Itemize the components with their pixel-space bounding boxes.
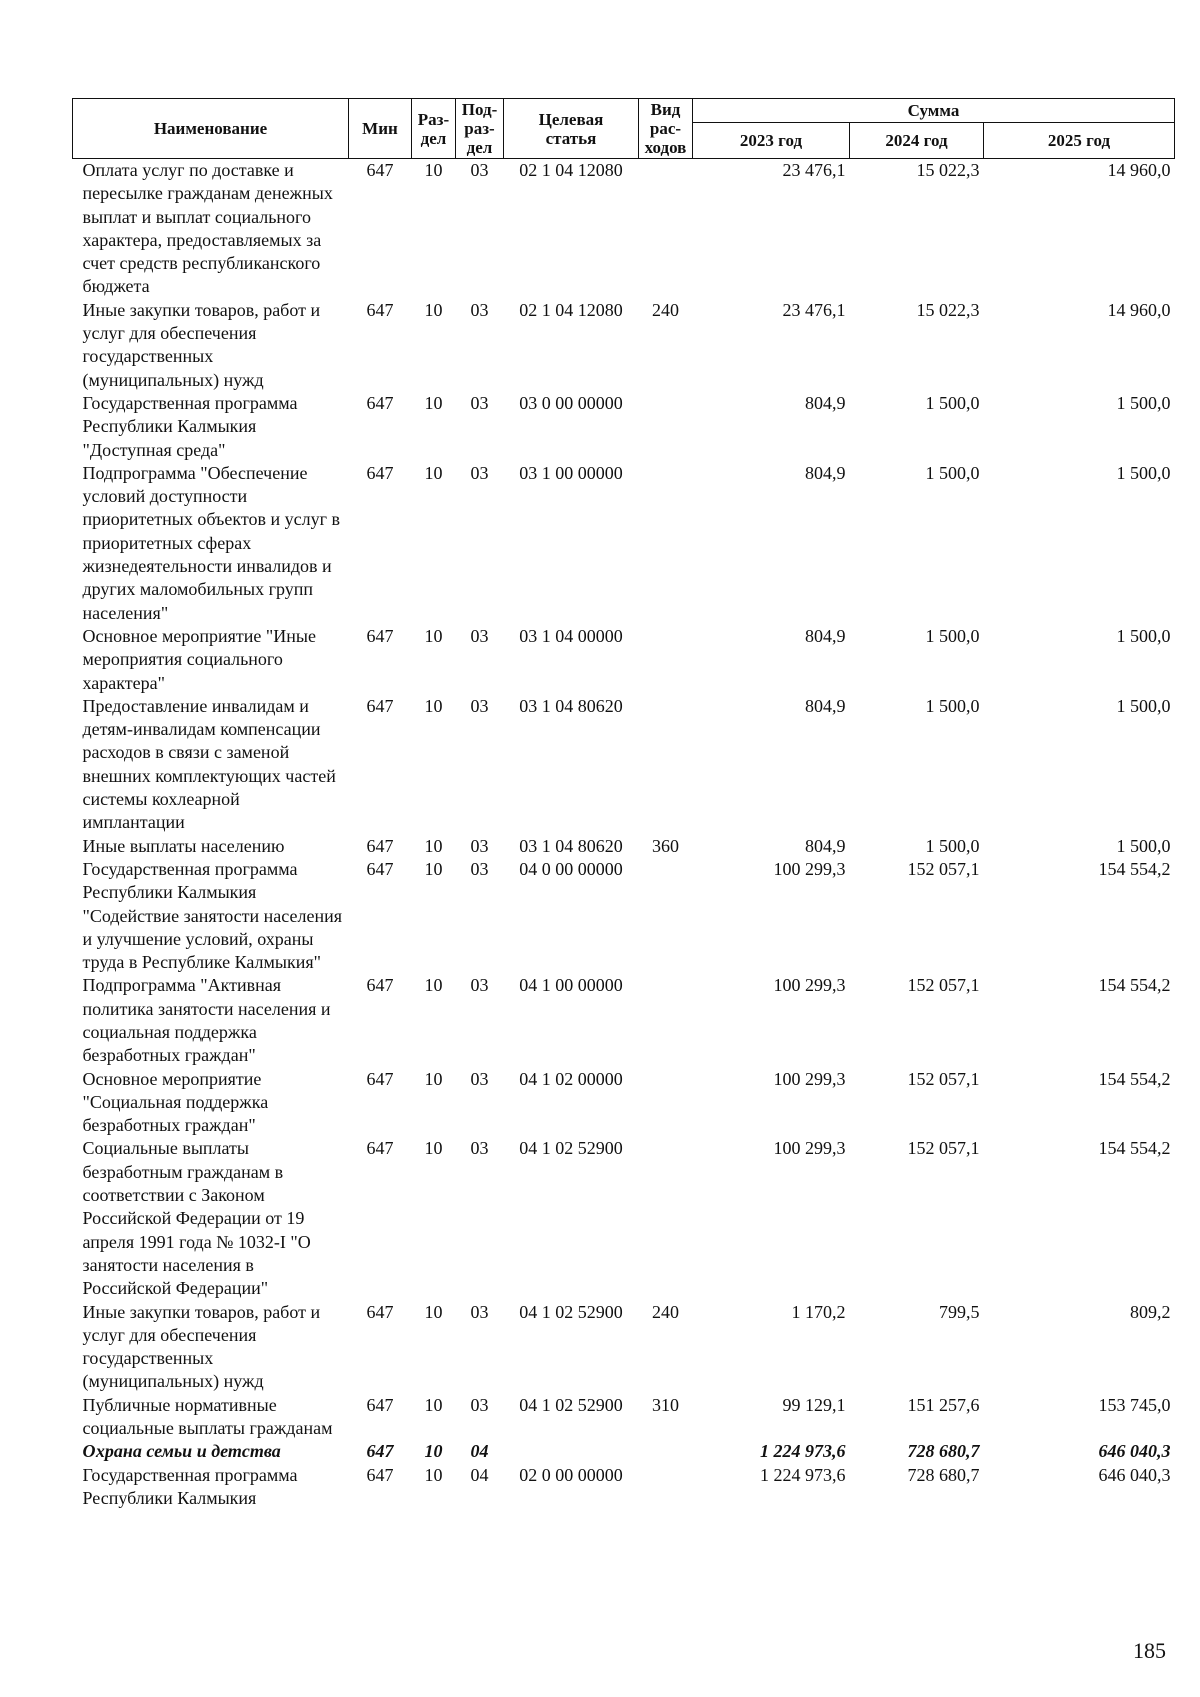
page-number: 185 [1133, 1638, 1166, 1663]
cell-target: 03 1 04 00000 [519, 625, 623, 646]
cell-min: 647 [366, 160, 394, 180]
cell-y2024: 799,5 [939, 1301, 980, 1322]
cell-y2023: 804,9 [805, 625, 846, 646]
cell-name: Государственная программа Республики Калмыкия [82, 1464, 298, 1508]
cell-target: 04 1 02 52900 [519, 1138, 623, 1159]
cell-y2023: 804,9 [805, 392, 846, 413]
cell-y2024: 152 057,1 [907, 1068, 980, 1089]
cell-y2025: 1 500,0 [1116, 392, 1171, 413]
header-min: Мин [349, 99, 412, 159]
table-row [73, 974, 1175, 1067]
cell-y2025: 154 554,2 [1098, 1138, 1171, 1159]
cell-name: Иные выплаты населению [82, 835, 285, 856]
cell-razdel: 10 [424, 1301, 443, 1322]
cell-min: 647 [366, 299, 394, 320]
cell-y2025: 646 040,3 [1098, 1441, 1171, 1462]
cell-name: Подпрограмма "Активная политика занятости населения и социальная поддержка безработных граждан" [82, 975, 331, 1066]
cell-name: Подпрограмма "Обеспечение условий доступности приоритетных объектов и услуг в приоритетных сферах жизнедеятельности инвалидов и других маломобильных групп населения" [82, 462, 340, 623]
cell-target: 04 0 00 00000 [519, 858, 623, 879]
table-row [73, 1394, 1175, 1441]
cell-y2023: 1 224 973,6 [760, 1464, 846, 1485]
cell-min: 647 [366, 462, 394, 483]
table-row [73, 1440, 1175, 1463]
cell-y2025: 809,2 [1130, 1301, 1171, 1322]
cell-min: 647 [366, 858, 394, 879]
cell-y2023: 100 299,3 [773, 1068, 846, 1089]
header-name: Наименование [73, 99, 349, 159]
cell-podrazdel: 03 [470, 392, 489, 413]
table-row [73, 695, 1175, 835]
header-2023: 2023 год [693, 123, 850, 159]
header-target: Целевая статья [504, 99, 639, 159]
cell-razdel: 10 [424, 1441, 443, 1462]
cell-name: Государственная программа Республики Калмыкия "Содействие занятости населения и улучшение условий, охраны труда в Республике Калмыкия" [82, 858, 343, 973]
cell-y2023: 804,9 [805, 835, 846, 856]
cell-podrazdel: 03 [470, 858, 489, 879]
header-2025: 2025 год [984, 123, 1175, 159]
cell-y2025: 1 500,0 [1116, 695, 1171, 716]
cell-min: 647 [366, 1464, 394, 1485]
cell-vid: 240 [652, 299, 679, 320]
cell-vid [639, 1068, 693, 1138]
cell-razdel: 10 [424, 160, 443, 180]
cell-name: Иные закупки товаров, работ и услуг для обеспечения государственных (муниципальных) нужд [82, 299, 321, 390]
cell-y2023: 23 476,1 [782, 160, 846, 180]
cell-y2025: 14 960,0 [1107, 160, 1171, 180]
cell-vid [639, 1464, 693, 1511]
cell-y2023: 23 476,1 [782, 299, 846, 320]
cell-podrazdel: 03 [470, 835, 489, 856]
cell-vid [639, 858, 693, 974]
cell-name: Основное мероприятие "Иные мероприятия социального характера" [82, 625, 316, 693]
cell-razdel: 10 [424, 1394, 443, 1415]
table-row [73, 392, 1175, 462]
cell-y2023: 100 299,3 [773, 975, 846, 996]
cell-name: Социальные выплаты безработным гражданам в соответствии с Законом Российской Федерации от 19 апреля 1991 года № 1032-I "О занятости населения в Российской Федерации" [82, 1138, 311, 1299]
cell-y2024: 152 057,1 [907, 858, 980, 879]
table-row [73, 299, 1175, 392]
cell-y2025: 1 500,0 [1116, 835, 1171, 856]
budget-table [72, 98, 1175, 1510]
cell-y2023: 1 170,2 [791, 1301, 846, 1322]
cell-name: Иные закупки товаров, работ и услуг для обеспечения государственных (муниципальных) нужд [82, 1301, 321, 1392]
cell-y2024: 152 057,1 [907, 1138, 980, 1159]
cell-y2024: 15 022,3 [916, 160, 980, 180]
table-header [73, 99, 1175, 159]
cell-razdel: 10 [424, 625, 443, 646]
cell-min: 647 [366, 695, 394, 716]
cell-y2024: 151 257,6 [907, 1394, 980, 1415]
cell-vid [639, 1137, 693, 1300]
cell-podrazdel: 03 [470, 1138, 489, 1159]
cell-min: 647 [366, 1138, 394, 1159]
cell-y2025: 154 554,2 [1098, 1068, 1171, 1089]
cell-target: 04 1 00 00000 [519, 975, 623, 996]
cell-podrazdel: 03 [470, 1301, 489, 1322]
cell-min: 647 [366, 1301, 394, 1322]
cell-vid [639, 974, 693, 1067]
cell-target: 04 1 02 00000 [519, 1068, 623, 1089]
cell-podrazdel: 04 [470, 1464, 489, 1485]
cell-razdel: 10 [424, 299, 443, 320]
cell-razdel: 10 [424, 835, 443, 856]
cell-name: Основное мероприятие "Социальная поддержка безработных граждан" [82, 1068, 269, 1136]
cell-name: Предоставление инвалидам и детям-инвалидам компенсации расходов в связи с заменой внешних комплектующих частей системы кохлеарной имплантации [82, 695, 336, 833]
cell-podrazdel: 03 [470, 160, 489, 180]
table-row [73, 858, 1175, 974]
header-vid: Вид рас- ходов [639, 99, 693, 159]
cell-y2025: 153 745,0 [1098, 1394, 1171, 1415]
cell-name: Охрана семьи и детства [82, 1441, 281, 1462]
table-row [73, 835, 1175, 858]
cell-vid [639, 1440, 693, 1463]
cell-podrazdel: 03 [470, 462, 489, 483]
cell-target: 03 1 00 00000 [519, 462, 623, 483]
cell-min: 647 [366, 625, 394, 646]
cell-target: 02 1 04 12080 [519, 160, 623, 180]
cell-razdel: 10 [424, 1068, 443, 1089]
cell-vid: 240 [652, 1301, 679, 1322]
cell-podrazdel: 03 [470, 975, 489, 996]
cell-razdel: 10 [424, 858, 443, 879]
cell-y2023: 804,9 [805, 462, 846, 483]
cell-y2024: 1 500,0 [925, 835, 980, 856]
cell-vid: 360 [652, 835, 679, 856]
cell-y2024: 728 680,7 [907, 1441, 980, 1462]
cell-min: 647 [366, 1068, 394, 1089]
cell-y2025: 154 554,2 [1098, 858, 1171, 879]
cell-vid: 310 [652, 1394, 679, 1415]
cell-y2024: 1 500,0 [925, 695, 980, 716]
cell-target: 03 1 04 80620 [519, 695, 623, 716]
cell-y2023: 100 299,3 [773, 858, 846, 879]
cell-y2024: 728 680,7 [907, 1464, 980, 1485]
table-row [73, 1068, 1175, 1138]
cell-min: 647 [366, 392, 394, 413]
cell-podrazdel: 03 [470, 625, 489, 646]
cell-name: Публичные нормативные социальные выплаты гражданам [82, 1394, 333, 1439]
cell-y2023: 1 224 973,6 [760, 1441, 846, 1462]
cell-y2025: 1 500,0 [1116, 462, 1171, 483]
cell-razdel: 10 [424, 975, 443, 996]
table-row [73, 1137, 1175, 1300]
cell-target: 04 1 02 52900 [519, 1394, 623, 1415]
cell-razdel: 10 [424, 392, 443, 413]
cell-podrazdel: 03 [470, 695, 489, 716]
table-row [73, 462, 1175, 625]
cell-vid [639, 462, 693, 625]
cell-razdel: 10 [424, 1138, 443, 1159]
cell-target: 04 1 02 52900 [519, 1301, 623, 1322]
cell-podrazdel: 03 [470, 1068, 489, 1089]
cell-razdel: 10 [424, 462, 443, 483]
cell-razdel: 10 [424, 1464, 443, 1485]
cell-vid [639, 695, 693, 835]
cell-y2025: 1 500,0 [1116, 625, 1171, 646]
cell-name: Государственная программа Республики Калмыкия "Доступная среда" [82, 392, 298, 460]
cell-y2024: 1 500,0 [925, 392, 980, 413]
cell-y2024: 152 057,1 [907, 975, 980, 996]
cell-y2024: 1 500,0 [925, 462, 980, 483]
table-body [73, 159, 1175, 1511]
cell-min: 647 [366, 835, 394, 856]
cell-vid [639, 625, 693, 695]
cell-y2023: 804,9 [805, 695, 846, 716]
cell-podrazdel: 03 [470, 1394, 489, 1415]
cell-target: 03 0 00 00000 [519, 392, 623, 413]
cell-podrazdel: 04 [470, 1441, 489, 1462]
cell-target: 02 0 00 00000 [519, 1464, 623, 1485]
cell-vid [639, 392, 693, 462]
table-row [73, 625, 1175, 695]
cell-target [504, 1440, 639, 1463]
cell-y2023: 99 129,1 [782, 1394, 846, 1415]
table-row [73, 1464, 1175, 1511]
cell-target: 02 1 04 12080 [519, 299, 623, 320]
cell-y2025: 646 040,3 [1098, 1464, 1171, 1485]
cell-vid [639, 159, 693, 299]
header-podrazdel: Под- раз- дел [456, 99, 504, 159]
table-row [73, 159, 1175, 299]
budget-table-sheet [72, 98, 1174, 1510]
cell-y2023: 100 299,3 [773, 1138, 846, 1159]
cell-min: 647 [366, 1394, 394, 1415]
header-2024: 2024 год [850, 123, 984, 159]
cell-target: 03 1 04 80620 [519, 835, 623, 856]
header-sum: Сумма [693, 99, 1175, 123]
header-razdel: Раз- дел [412, 99, 456, 159]
cell-y2024: 1 500,0 [925, 625, 980, 646]
table-row [73, 1301, 1175, 1394]
cell-min: 647 [366, 975, 394, 996]
cell-razdel: 10 [424, 695, 443, 716]
cell-y2025: 154 554,2 [1098, 975, 1171, 996]
cell-podrazdel: 03 [470, 299, 489, 320]
cell-min: 647 [366, 1441, 394, 1462]
cell-y2025: 14 960,0 [1107, 299, 1171, 320]
cell-y2024: 15 022,3 [916, 299, 980, 320]
cell-name: Оплата услуг по доставке и пересылке гражданам денежных выплат и выплат социального характера, предоставляемых за счет средств республиканского бюджета [82, 160, 333, 297]
